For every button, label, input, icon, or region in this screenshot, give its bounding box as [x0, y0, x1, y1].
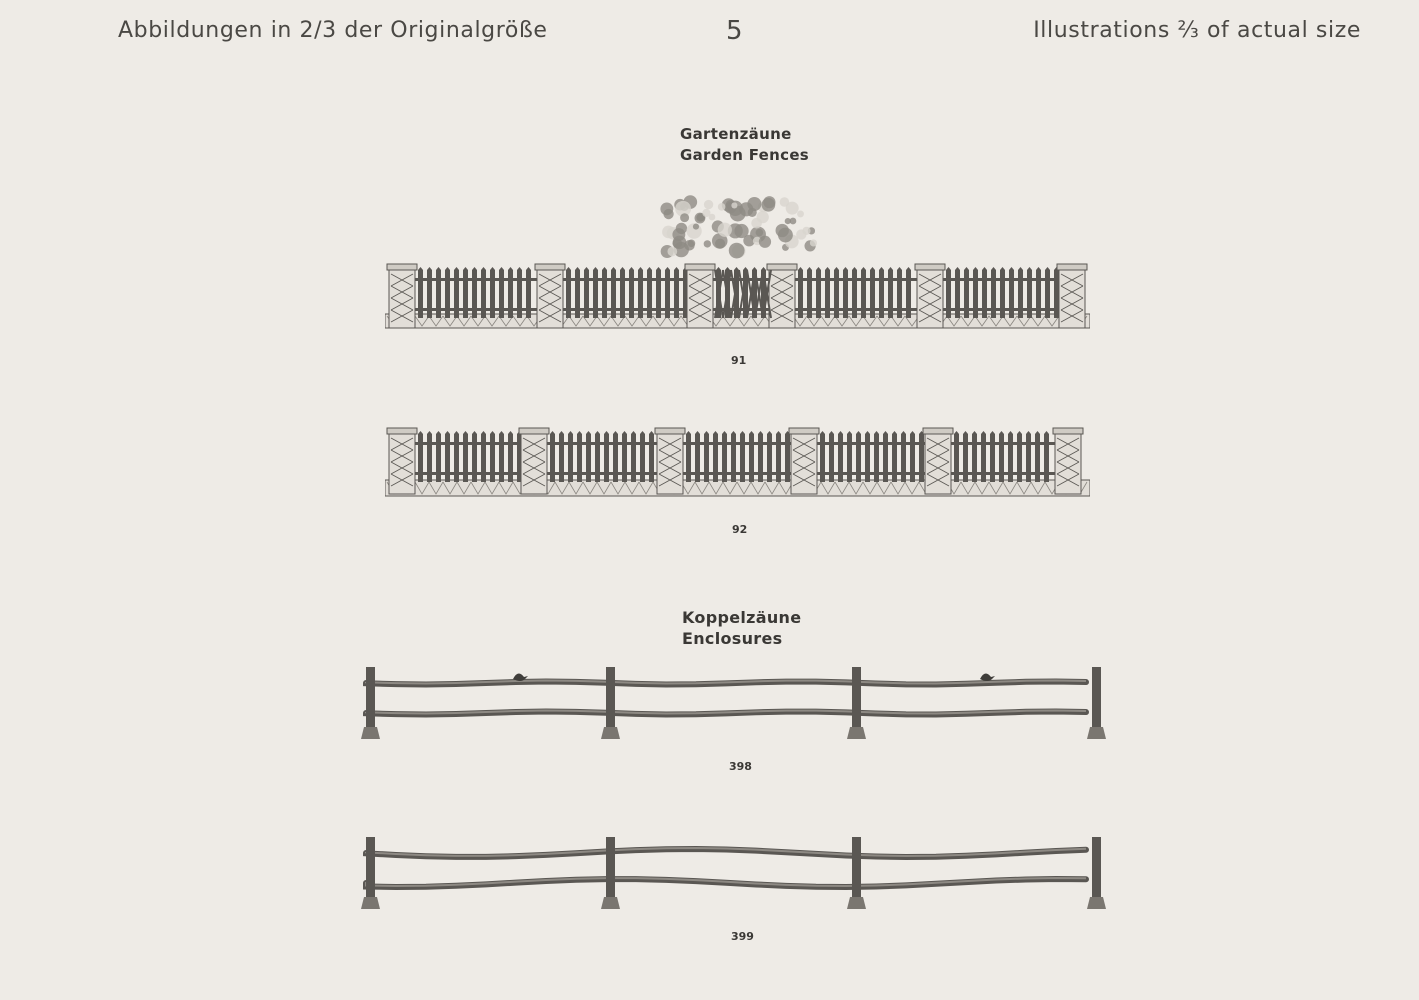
item-number-398: 398: [729, 760, 752, 773]
section-title-en: Enclosures: [682, 629, 783, 648]
enclosure-illustration-398: [360, 663, 1110, 745]
section-title-de: Koppelzäune: [682, 608, 802, 627]
rail-fence-image: [360, 833, 1110, 915]
header-left-text: Abbildungen in 2/3 der Originalgröße: [118, 18, 548, 43]
page-number: 5: [726, 16, 744, 46]
section-title-en: Garden Fences: [680, 146, 810, 164]
item-number-92: 92: [732, 523, 748, 536]
garden-fence-image: [385, 422, 1090, 502]
fence-illustration-92: [385, 422, 1090, 502]
section-title-enclosures: [682, 607, 801, 649]
header-right-text: Illustrations ⅔ of actual size: [1033, 18, 1361, 43]
item-number-91: 91: [731, 354, 747, 367]
item-number-399: 399: [731, 930, 754, 943]
fence-illustration-91: [385, 190, 1090, 335]
enclosure-illustration-399: [360, 833, 1110, 915]
section-title-garden-fences: [680, 124, 809, 166]
garden-fence-with-arch-image: [385, 190, 1090, 335]
section-title-de: Gartenzäune: [680, 125, 792, 143]
rail-fence-with-birds-image: [360, 663, 1110, 745]
